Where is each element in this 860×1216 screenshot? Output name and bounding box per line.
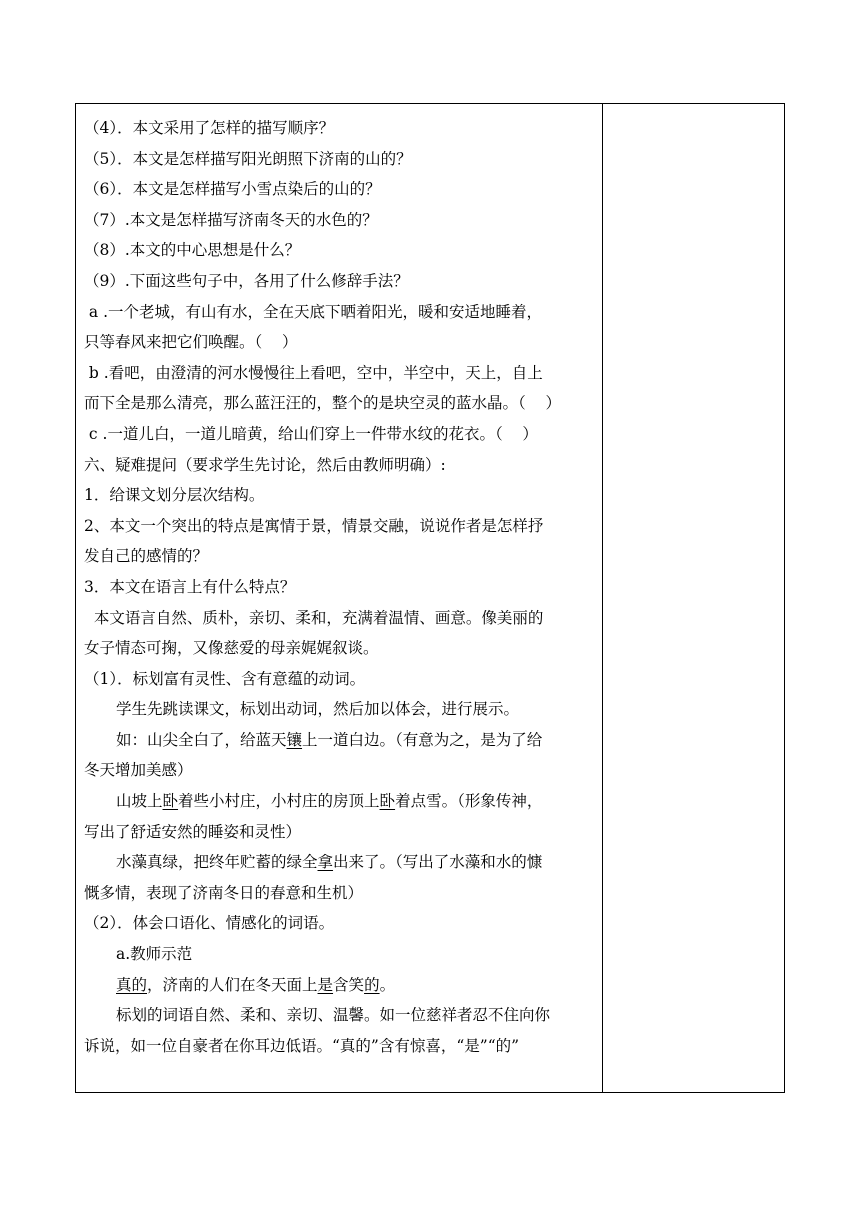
text-line: 女子情态可掬，又像慈爱的母亲娓娓叙谈。 [84, 639, 379, 658]
text-line: 1．给课文划分层次结构。 [84, 486, 265, 505]
text-span: 如：山尖全白了，给蓝天 [116, 730, 287, 749]
text-line: （6）．本文是怎样描写小雪点染后的山的？ [84, 180, 381, 199]
text-line: c .一道儿白，一道儿暗黄，给山们穿上一件带水纹的花衣。（ ） [84, 424, 538, 443]
text-line: （7）.本文是怎样描写济南冬天的水色的？ [84, 210, 378, 229]
text-span: 。 [379, 975, 396, 994]
text-line: a .一个老城，有山有水，全在天底下晒着阳光，暖和安适地睡着， [84, 302, 543, 321]
text-line: 诉说，如一位自豪者在你耳边低语。“真的”含有惊喜，“是”“的” [84, 1036, 520, 1055]
text-line: 本文语言自然、质朴，亲切、柔和，充满着温情、画意。像美丽的 [84, 608, 544, 627]
text-line: 冬天增加美感） [84, 761, 193, 780]
underlined-word: 的 [364, 975, 380, 994]
text-line [84, 725, 596, 756]
text-line [84, 970, 596, 1001]
text-line: 发自己的感情的？ [84, 547, 209, 566]
text-span: 出来了。（写出了水藻和水的慷 [333, 853, 543, 872]
text-line: 只等春风来把它们唤醒。（ ） [84, 333, 298, 352]
text-line: a.教师示范 [116, 945, 193, 964]
underlined-word: 镶 [286, 730, 303, 749]
text-line: 3．本文在语言上有什么特点？ [84, 577, 296, 596]
text-line: 而下全是那么清亮，那么蓝汪汪的，整个的是块空灵的蓝水晶。（ ） [84, 394, 561, 413]
text-line: （8）.本文的中心思想是什么？ [84, 241, 301, 260]
text-span: 水藻真绿，把终年贮蓄的绿全 [116, 853, 318, 872]
text-line [84, 847, 596, 878]
underlined-word: 卧 [379, 792, 396, 811]
text-line: （9）.下面这些句子中，各用了什么修辞手法？ [84, 271, 409, 290]
underlined-word: 拿 [317, 853, 334, 872]
text-line: 学生先跳读课文，标划出动词，然后加以体会，进行展示。 [116, 700, 520, 719]
text-line: （1）．标划富有灵性、含有意蕴的动词。 [84, 669, 366, 688]
text-line: 2、本文一个突出的特点是寓情于景，情景交融，说说作者是怎样抒 [84, 516, 544, 535]
text-line: 慨多情，表现了济南冬日的春意和生机） [84, 883, 364, 902]
text-span: 着些小村庄，小村庄的房顶上 [178, 792, 380, 811]
text-span: ，济南的人们在冬天面上 [147, 975, 318, 994]
text-span: 着点雪。（形象传神， [395, 792, 543, 811]
lesson-content [84, 113, 596, 1061]
text-span: 含笑 [333, 975, 365, 994]
text-line [84, 786, 596, 817]
text-line: （2）．体会口语化、情感化的词语。 [84, 914, 335, 933]
text-line: （5）．本文是怎样描写阳光朗照下济南的山的？ [84, 149, 412, 168]
lesson-table [75, 103, 785, 1093]
text-line: （4）．本文采用了怎样的描写顺序？ [84, 119, 335, 137]
underlined-word: 真的 [116, 975, 148, 994]
text-span: 山坡上 [116, 792, 163, 811]
text-line: 标划的词语自然、柔和、亲切、温馨。如一位慈祥者忍不住向你 [116, 1006, 551, 1025]
text-line: b .看吧，由澄清的河水慢慢往上看吧，空中，半空中，天上，自上 [84, 363, 543, 382]
notes-column [603, 104, 784, 1092]
text-line: 写出了舒适安然的睡姿和灵性） [84, 822, 302, 841]
underlined-word: 卧 [162, 792, 179, 811]
underlined-word: 是 [317, 975, 334, 994]
text-line: 六、疑难提问（要求学生先讨论，然后由教师明确）: [84, 455, 446, 474]
text-span: 上一道白边。（有意为之，是为了给 [302, 730, 543, 749]
